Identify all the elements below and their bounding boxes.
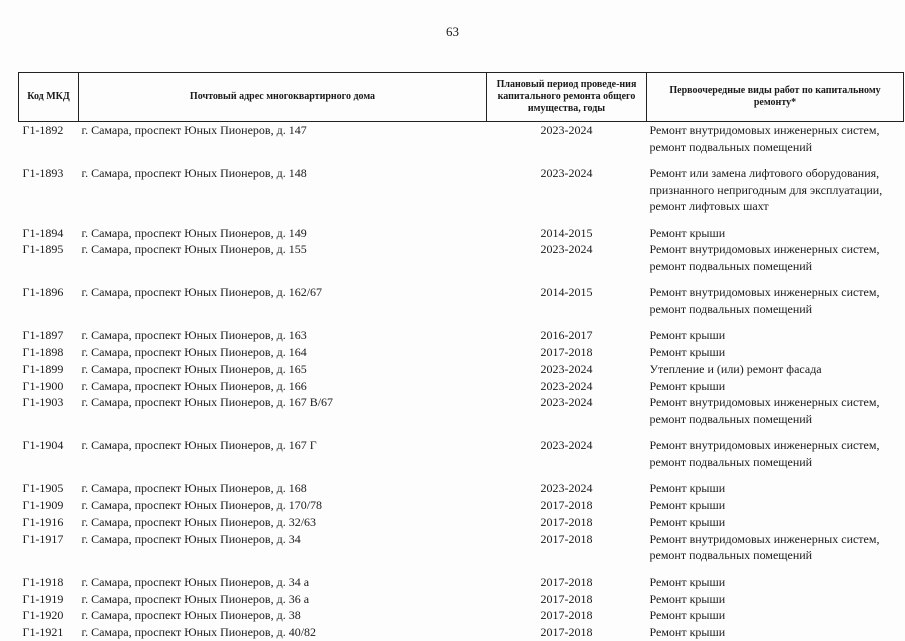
table-row xyxy=(19,497,904,514)
cell-period: 2023-2024 xyxy=(487,122,647,166)
cell-code: Г1-1899 xyxy=(19,361,79,378)
cell-code: Г1-1919 xyxy=(19,591,79,608)
cell-address: г. Самара, проспект Юных Пионеров, д. 148 xyxy=(79,165,487,225)
cell-address: г. Самара, проспект Юных Пионеров, д. 147 xyxy=(79,122,487,166)
cell-address: г. Самара, проспект Юных Пионеров, д. 164 xyxy=(79,344,487,361)
cell-code: Г1-1905 xyxy=(19,480,79,497)
cell-period: 2017-2018 xyxy=(487,514,647,531)
cell-address: г. Самара, проспект Юных Пионеров, д. 34 а xyxy=(79,574,487,591)
cell-code: Г1-1897 xyxy=(19,327,79,344)
cell-works: Ремонт крыши xyxy=(647,591,904,608)
cell-code: Г1-1892 xyxy=(19,122,79,166)
table-row xyxy=(19,225,904,242)
cell-works: Ремонт крыши xyxy=(647,607,904,624)
header-period: Плановый период проведе-ния капитального ремонта общего имущества, годы xyxy=(487,73,647,122)
cell-code: Г1-1921 xyxy=(19,624,79,641)
cell-works: Ремонт внутридомовых инженерных систем, ремонт подвальных помещений xyxy=(647,241,904,284)
cell-period: 2014-2015 xyxy=(487,284,647,327)
page-number: 63 xyxy=(0,24,905,40)
cell-works: Ремонт внутридомовых инженерных систем, ремонт подвальных помещений xyxy=(647,531,904,574)
cell-code: Г1-1893 xyxy=(19,165,79,225)
cell-code: Г1-1895 xyxy=(19,241,79,284)
cell-address: г. Самара, проспект Юных Пионеров, д. 32/63 xyxy=(79,514,487,531)
cell-period: 2023-2024 xyxy=(487,165,647,225)
cell-code: Г1-1896 xyxy=(19,284,79,327)
cell-works: Ремонт крыши xyxy=(647,480,904,497)
cell-works: Ремонт внутридомовых инженерных систем, ремонт подвальных помещений xyxy=(647,394,904,437)
capital-repair-table xyxy=(18,72,904,641)
cell-period: 2017-2018 xyxy=(487,344,647,361)
cell-period: 2023-2024 xyxy=(487,394,647,437)
cell-works: Ремонт крыши xyxy=(647,225,904,242)
cell-period: 2017-2018 xyxy=(487,624,647,641)
cell-works: Ремонт крыши xyxy=(647,497,904,514)
table-row xyxy=(19,165,904,225)
table-row xyxy=(19,480,904,497)
table-row xyxy=(19,394,904,437)
cell-period: 2016-2017 xyxy=(487,327,647,344)
cell-period: 2023-2024 xyxy=(487,378,647,395)
table-row xyxy=(19,514,904,531)
header-works: Первоочередные виды работ по капитальному ремонту* xyxy=(647,73,904,122)
cell-period: 2014-2015 xyxy=(487,225,647,242)
table-row xyxy=(19,378,904,395)
cell-address: г. Самара, проспект Юных Пионеров, д. 168 xyxy=(79,480,487,497)
cell-address: г. Самара, проспект Юных Пионеров, д. 38 xyxy=(79,607,487,624)
cell-works: Ремонт крыши xyxy=(647,514,904,531)
cell-period: 2023-2024 xyxy=(487,437,647,480)
cell-code: Г1-1920 xyxy=(19,607,79,624)
cell-works: Ремонт внутридомовых инженерных систем, ремонт подвальных помещений xyxy=(647,122,904,166)
table-body xyxy=(19,122,904,641)
header-code: Код МКД xyxy=(19,73,79,122)
table-row xyxy=(19,327,904,344)
cell-code: Г1-1898 xyxy=(19,344,79,361)
cell-code: Г1-1916 xyxy=(19,514,79,531)
cell-address: г. Самара, проспект Юных Пионеров, д. 170/78 xyxy=(79,497,487,514)
table-row xyxy=(19,241,904,284)
cell-address: г. Самара, проспект Юных Пионеров, д. 166 xyxy=(79,378,487,395)
table-row xyxy=(19,607,904,624)
cell-code: Г1-1909 xyxy=(19,497,79,514)
cell-address: г. Самара, проспект Юных Пионеров, д. 165 xyxy=(79,361,487,378)
cell-address: г. Самара, проспект Юных Пионеров, д. 167 Г xyxy=(79,437,487,480)
cell-address: г. Самара, проспект Юных Пионеров, д. 163 xyxy=(79,327,487,344)
cell-code: Г1-1918 xyxy=(19,574,79,591)
cell-works: Ремонт внутридомовых инженерных систем, ремонт подвальных помещений xyxy=(647,284,904,327)
cell-works: Ремонт внутридомовых инженерных систем, ремонт подвальных помещений xyxy=(647,437,904,480)
cell-works: Утепление и (или) ремонт фасада xyxy=(647,361,904,378)
cell-works: Ремонт крыши xyxy=(647,574,904,591)
cell-works: Ремонт крыши xyxy=(647,624,904,641)
cell-period: 2017-2018 xyxy=(487,574,647,591)
cell-address: г. Самара, проспект Юных Пионеров, д. 34 xyxy=(79,531,487,574)
table-row xyxy=(19,284,904,327)
cell-address: г. Самара, проспект Юных Пионеров, д. 36 а xyxy=(79,591,487,608)
header-address: Почтовый адрес многоквартирного дома xyxy=(79,73,487,122)
table-row xyxy=(19,574,904,591)
cell-address: г. Самара, проспект Юных Пионеров, д. 40/82 xyxy=(79,624,487,641)
cell-period: 2017-2018 xyxy=(487,497,647,514)
cell-address: г. Самара, проспект Юных Пионеров, д. 155 xyxy=(79,241,487,284)
table-row xyxy=(19,591,904,608)
table-row xyxy=(19,344,904,361)
cell-address: г. Самара, проспект Юных Пионеров, д. 167 В/67 xyxy=(79,394,487,437)
cell-address: г. Самара, проспект Юных Пионеров, д. 149 xyxy=(79,225,487,242)
cell-period: 2017-2018 xyxy=(487,591,647,608)
cell-code: Г1-1900 xyxy=(19,378,79,395)
table-row xyxy=(19,122,904,166)
cell-address: г. Самара, проспект Юных Пионеров, д. 162/67 xyxy=(79,284,487,327)
cell-period: 2023-2024 xyxy=(487,241,647,284)
table-row xyxy=(19,624,904,641)
cell-code: Г1-1894 xyxy=(19,225,79,242)
cell-works: Ремонт или замена лифтового оборудования, признанного непригодным для эксплуатации, ремонт лифтовых шахт xyxy=(647,165,904,225)
cell-period: 2017-2018 xyxy=(487,607,647,624)
cell-code: Г1-1903 xyxy=(19,394,79,437)
cell-works: Ремонт крыши xyxy=(647,327,904,344)
cell-works: Ремонт крыши xyxy=(647,378,904,395)
table-row xyxy=(19,531,904,574)
cell-period: 2023-2024 xyxy=(487,361,647,378)
cell-period: 2023-2024 xyxy=(487,480,647,497)
cell-code: Г1-1917 xyxy=(19,531,79,574)
cell-works: Ремонт крыши xyxy=(647,344,904,361)
table-row xyxy=(19,437,904,480)
cell-code: Г1-1904 xyxy=(19,437,79,480)
table-header-row xyxy=(19,73,904,122)
cell-period: 2017-2018 xyxy=(487,531,647,574)
table-row xyxy=(19,361,904,378)
